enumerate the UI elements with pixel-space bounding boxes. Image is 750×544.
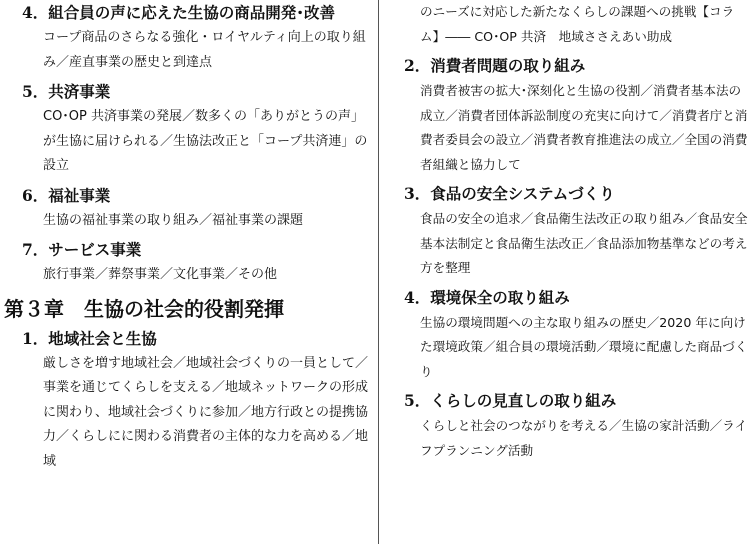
chapter-title: 第３章 生協の社会的役割発揮 [4,296,284,321]
section-environment [386,285,750,385]
section-lifestyle-review [386,388,750,463]
section-body: 旅行事業／葬祭事業／文化事業／その他 [43,267,278,282]
section-body: 生協の環境問題への主な取り組みの歴史／2020 年に向けた環境政策／組合員の環境活動／環境に配慮した商品づくり [420,314,748,379]
section-heading: 5．くらしの見直しの取り組み [404,391,617,410]
section-community [0,326,374,475]
section-body: のニーズに対応した新たなくらしの課題への挑戦【コラム】―― CO･OP 共済 地域ささえあい助成 [420,4,735,44]
section-body: 厳しさを増す地域社会／地域社会づくりの一員として／事業を通じてくらしを支える／地域ネットワークの形成に関わり、地域社会づくりに参加／地方行政との提携協力／くらしにに関わる消費者の主体的な力を高める／地域 [43,355,369,469]
section-kyosai [0,79,374,179]
section-food-safety [386,181,750,281]
section-welfare [0,183,374,234]
section-heading: 3．食品の安全システムづくり [404,184,615,203]
right-column [386,0,750,467]
section-heading: 4．環境保全の取り組み [404,287,570,307]
section-body: CO･OP 共済事業の発展／数多くの「ありがとうの声」が生協に届けられる／生協法改正と「コープ共済連」の設立 [43,109,368,173]
section-heading: 4．組合員の声に応えた生協の商品開発･改善 [22,3,336,22]
section-heading: 2．消費者問題の取り組み [404,56,586,75]
section-consumer-issues [386,53,750,177]
section-heading: 7．サービス事業 [22,240,142,259]
column-divider [378,0,379,544]
left-column [0,0,374,478]
section-body: 生協の福祉事業の取り組み／福祉事業の課題 [43,212,304,228]
section-product-development [0,0,374,75]
section-body: 消費者被害の拡大･深刻化と生協の役割／消費者基本法の成立／消費者団体訴訟制度の充実に向けて／消費者庁と消費者委員会の設立／消費者教育推進法の成立／全国の消費者組織と協力して [420,83,748,172]
section-services [0,237,374,288]
section-body: 食品の安全の追求／食品衛生法改正の取り組み／食品安全基本法制定と食品衛生法改正／食品添加物基準などの考え方を整理 [420,211,748,275]
section-body: くらしと社会のつながりを考える／生協の家計活動／ライフプランニング活動 [420,418,748,458]
section-heading: 6．福祉事業 [22,185,111,205]
section-continuation [386,0,750,49]
section-heading: 1．地域社会と生協 [22,328,157,348]
section-body: コープ商品のさらなる強化・ロイヤルティ向上の取り組み／産直事業の歴史と到達点 [43,30,366,70]
section-heading: 5．共済事業 [22,82,111,101]
